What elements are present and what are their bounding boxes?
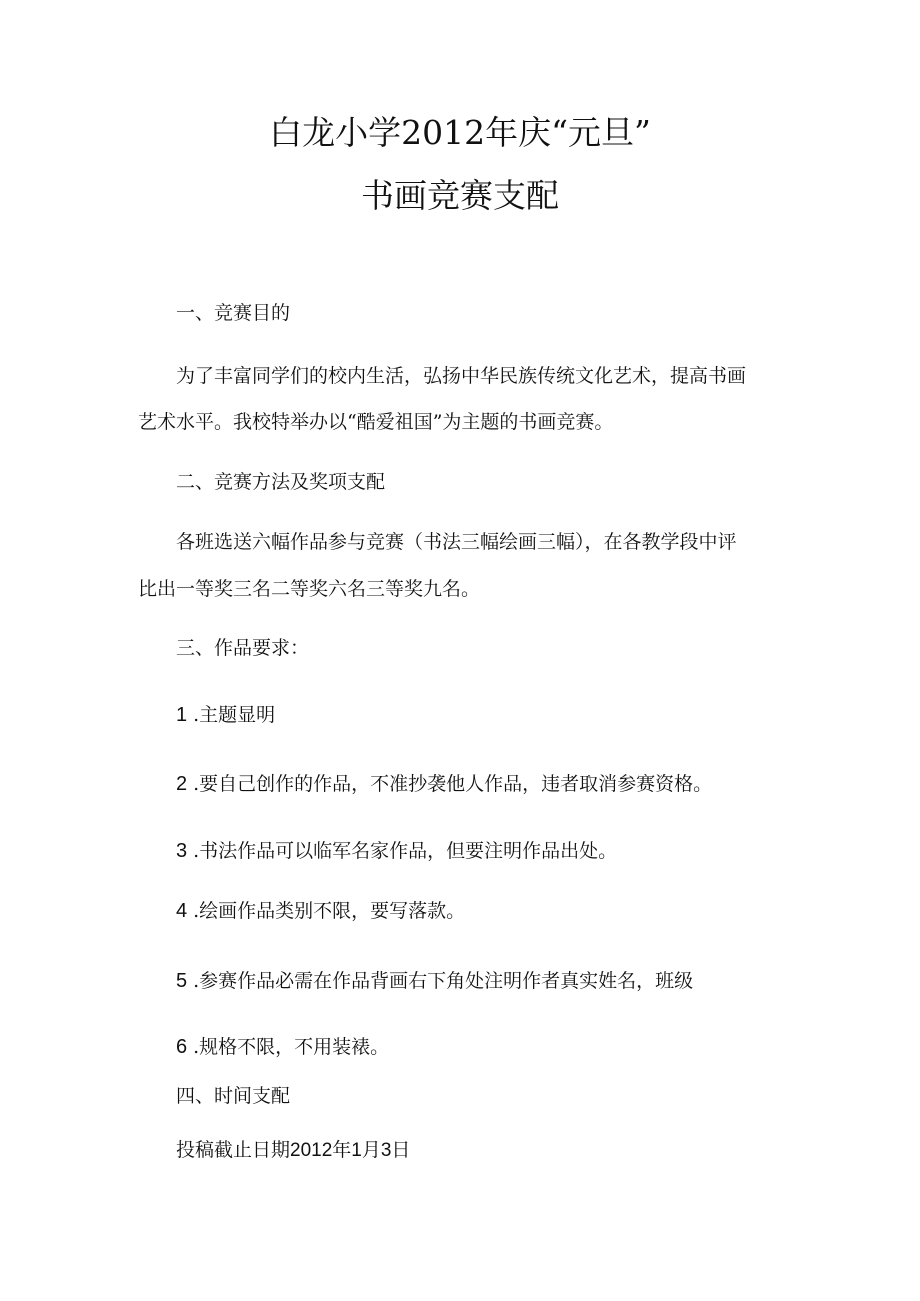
requirement-number: 4 (176, 900, 188, 922)
requirement-number: 5 (176, 970, 188, 992)
requirement-item (138, 757, 826, 812)
requirement-item (138, 954, 826, 1009)
requirement-item (138, 884, 826, 939)
section-heading-method: 二、竞赛方法及奖项支配 (176, 471, 386, 493)
deadline-text: 投稿截止日期2012年1月3日 (176, 1140, 411, 1161)
purpose-text-line1: 为了丰富同学们的校内生活，弘扬中华民族传统文化艺术，提高书画 (176, 365, 747, 387)
requirement-item (138, 1020, 826, 1075)
requirement-number: 1 (176, 704, 188, 726)
document-title-line1: 白龙小学2012年庆“元旦” (269, 113, 651, 152)
requirement-number: 6 (176, 1036, 188, 1058)
requirement-number: 2 (176, 773, 188, 795)
requirement-text: .主题显明 (193, 704, 276, 726)
method-text-line2: 比出一等奖三名二等奖六名三等奖九名。 (138, 578, 481, 600)
section-heading-requirements: 三、作品要求： (176, 637, 310, 659)
requirement-text: .要自己创作的作品，不准抄袭他人作品，违者取消参赛资格。 (193, 773, 713, 795)
document-title-line2: 书画竞赛支配 (361, 176, 559, 215)
requirement-text: .参赛作品必需在作品背画右下角处注明作者真实姓名，班级 (193, 970, 694, 992)
requirement-text: .书法作品可以临军名家作品，但要注明作品出处。 (193, 840, 618, 862)
requirement-text: .规格不限，不用装裱。 (193, 1036, 390, 1058)
requirement-item (138, 824, 826, 879)
requirement-number: 3 (176, 840, 188, 862)
purpose-text-line2: 艺术水平。我校特举办以“酷爱祖国”为主题的书画竞赛。 (138, 411, 614, 433)
method-text-line1: 各班选送六幅作品参与竞赛（书法三幅绘画三幅），在各教学段中评 (176, 531, 737, 553)
requirement-text: .绘画作品类别不限，要写落款。 (193, 900, 466, 922)
section-heading-schedule: 四、时间支配 (176, 1085, 291, 1107)
section-heading-purpose: 一、竞赛目的 (176, 302, 291, 324)
requirement-item (138, 688, 826, 743)
